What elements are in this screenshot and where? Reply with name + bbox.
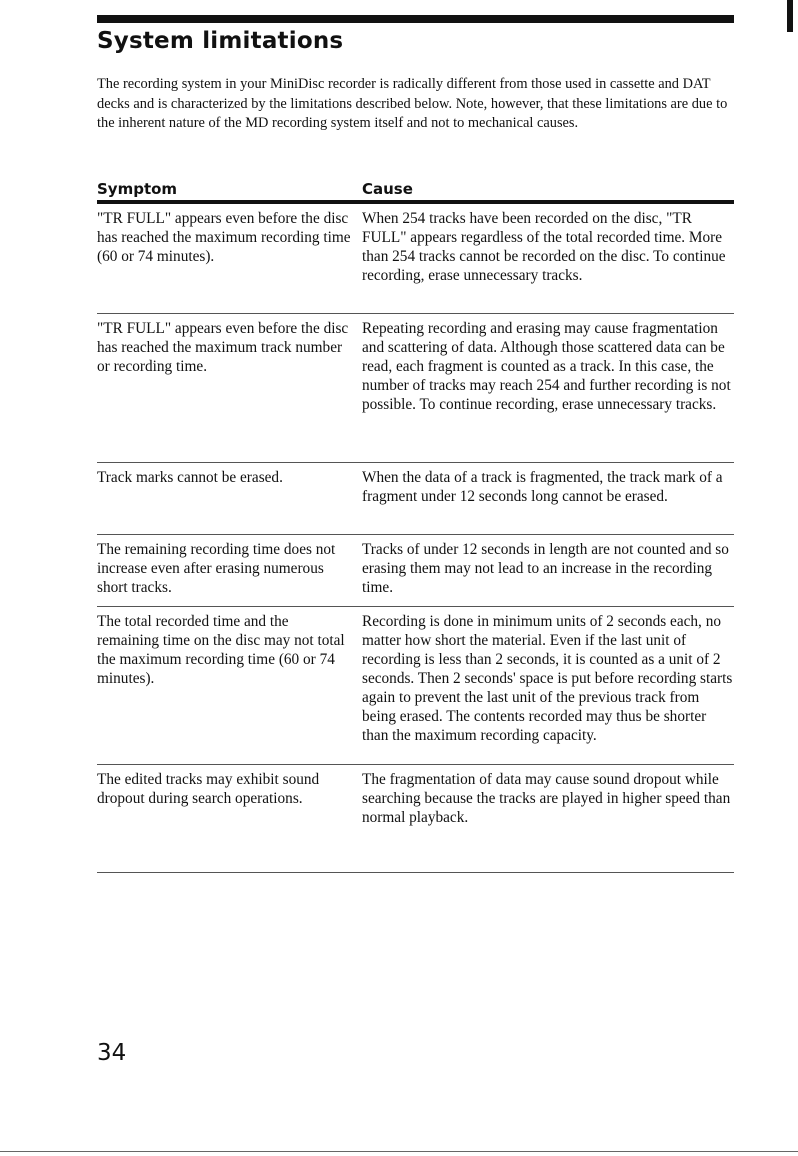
intro-paragraph: The recording system in your MiniDisc recorder is radically different from those used in cassette and DAT decks and is characterized by the limitations described below. Note, however, that these limitations are due to the inherent nature of the MD recording system itself and not to mechanical causes. <box>97 76 728 131</box>
header-cause: Cause <box>362 180 413 198</box>
cause-cell: When 254 tracks have been recorded on the disc, "TR FULL" appears regardless of the total recorded time. More than 254 tracks cannot be recorded on the disc. To continue recording, erase unnecessary tracks. <box>362 210 726 284</box>
symptom-cell: The edited tracks may exhibit sound dropout during search operations. <box>97 771 320 807</box>
table-row <box>97 535 734 607</box>
table-row <box>97 314 734 463</box>
cause-cell: Repeating recording and erasing may cause fragmentation and scattering of data. Although those scattered data can be read, each fragment is counted as a track. In this case, the number of tracks may reach 254 and further recording is not possible. To continue recording, erase unnecessary tracks. <box>362 320 731 413</box>
cause-cell: When the data of a track is fragmented, the track mark of a fragment under 12 seconds long cannot be erased. <box>362 469 723 505</box>
symptom-cell: Track marks cannot be erased. <box>97 469 283 486</box>
limitations-table <box>97 178 734 873</box>
table-row <box>97 765 734 873</box>
cause-cell: Recording is done in minimum units of 2 seconds each, no matter how short the material. Even if the last unit of recording is less than 2 seconds, it is counted as a unit of 2 seconds. Then 2 seconds' space is put before recording starts again to prevent the last unit of the previous track from being erased. The contents recorded may thus be shorter than the maximum recording capacity. <box>362 613 733 744</box>
table-header <box>97 178 734 204</box>
symptom-cell: "TR FULL" appears even before the disc has reached the maximum track number or recording time. <box>97 320 349 375</box>
bottom-rule <box>0 1151 798 1152</box>
header-symptom: Symptom <box>97 180 178 198</box>
symptom-cell: "TR FULL" appears even before the disc has reached the maximum recording time (60 or 74 minutes). <box>97 210 351 265</box>
top-rule <box>97 15 734 23</box>
cause-cell: The fragmentation of data may cause sound dropout while searching because the tracks are played in higher speed than normal playback. <box>362 771 731 826</box>
table-row <box>97 607 734 765</box>
symptom-cell: The remaining recording time does not increase even after erasing numerous short tracks. <box>97 541 336 596</box>
edge-mark <box>787 0 793 32</box>
cause-cell: Tracks of under 12 seconds in length are not counted and so erasing them may not lead to an increase in the recording time. <box>362 541 729 596</box>
symptom-cell: The total recorded time and the remaining time on the disc may not total the maximum recording time (60 or 74 minutes). <box>97 613 345 687</box>
page-number: 34 <box>97 1040 127 1066</box>
table-row <box>97 204 734 314</box>
table-row <box>97 463 734 535</box>
page-title: System limitations <box>97 28 344 54</box>
